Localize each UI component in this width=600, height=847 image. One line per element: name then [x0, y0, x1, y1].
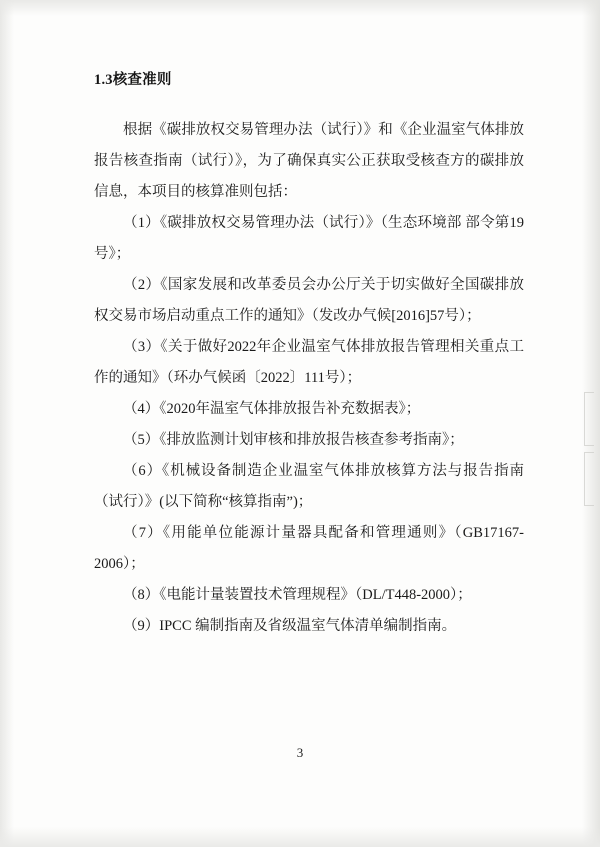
list-item: （5）《排放监测计划审核和排放报告核查参考指南》；: [123, 432, 464, 448]
list-item: （8）《电能计量装置技术管理规程》（DL/T448-2000）；: [123, 587, 472, 603]
list-item: （6）《机械设备制造企业温室气体排放核算方法与报告指南（试行）》(以下简称“核算指南”)；: [94, 463, 524, 510]
page-edge-shading-bottom: [0, 827, 600, 847]
binding-mark: [584, 452, 594, 506]
list-item: （9）IPCC 编制指南及省级温室气体清单编制指南。: [123, 618, 457, 634]
page-edge-shading-right: [582, 0, 600, 847]
page-number: 3: [296, 745, 304, 760]
document-body: [94, 68, 524, 642]
list-item: （3）《关于做好2022年企业温室气体排放报告管理相关重点工作的通知》（环办气候函〔2022〕111号）；: [94, 339, 524, 386]
list-item: （7）《用能单位能源计量器具配备和管理通则》（GB17167-2006）；: [94, 525, 524, 572]
section-heading: 1.3核查准则: [94, 72, 172, 88]
intro-paragraph: 根据《碳排放权交易管理办法（试行）》和《企业温室气体排放报告核查指南（试行）》，为了确保真实公正获取受核查方的碳排放信息，本项目的核算准则包括：: [94, 122, 524, 200]
binding-mark: [584, 392, 594, 446]
list-item: （4）《2020年温室气体排放报告补充数据表》；: [123, 401, 421, 417]
list-item: （2）《国家发展和改革委员会办公厅关于切实做好全国碳排放权交易市场启动重点工作的通知》（发改办气候[2016]57号）；: [94, 277, 524, 324]
list-item: （1）《碳排放权交易管理办法（试行）》（生态环境部 部令第19号》；: [94, 215, 524, 262]
page-edge-shading-top: [0, 0, 600, 16]
page-edge-shading-left: [0, 0, 14, 847]
